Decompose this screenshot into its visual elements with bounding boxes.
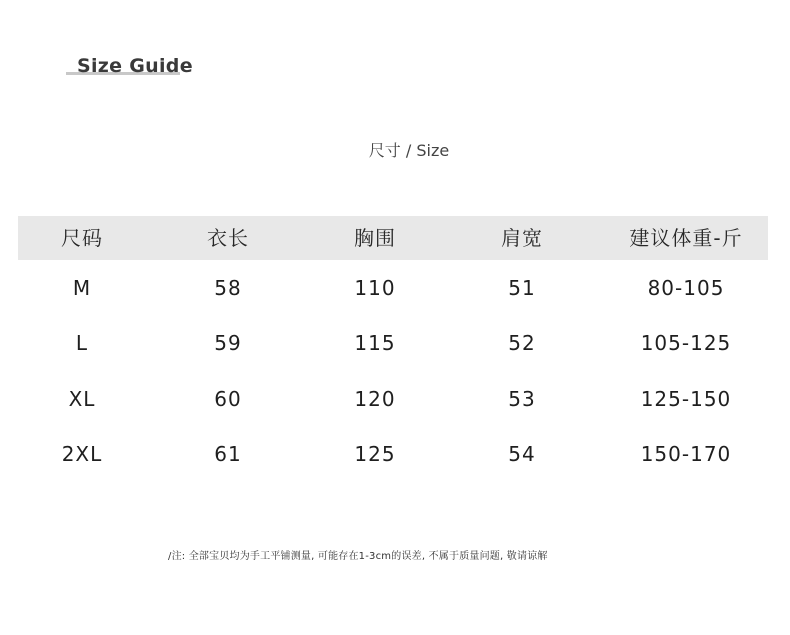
cell-size: XL bbox=[68, 386, 96, 411]
cell-size: 2XL bbox=[61, 442, 103, 467]
cell-length: 60 bbox=[214, 386, 242, 411]
column-header-size: 尺码 bbox=[61, 226, 103, 250]
table-row bbox=[18, 316, 768, 372]
page-title: Size Guide bbox=[77, 55, 193, 77]
table-row bbox=[18, 260, 768, 316]
cell-chest: 125 bbox=[354, 442, 396, 467]
table-header-row bbox=[18, 216, 768, 260]
column-header-length: 衣长 bbox=[207, 226, 249, 250]
cell-shoulder: 54 bbox=[508, 442, 536, 467]
cell-shoulder: 52 bbox=[508, 331, 536, 356]
table-row bbox=[18, 427, 768, 483]
column-header-chest: 胸围 bbox=[354, 226, 396, 250]
size-table bbox=[18, 216, 768, 482]
cell-weight: 150-170 bbox=[640, 442, 732, 467]
cell-chest: 115 bbox=[354, 331, 396, 356]
measurement-note: /注: 全部宝贝均为手工平铺测量, 可能存在1-3cm的误差, 不属于质量问题, 敬请谅解 bbox=[168, 551, 548, 562]
cell-weight: 80-105 bbox=[647, 275, 725, 300]
cell-size: M bbox=[72, 275, 92, 300]
cell-length: 58 bbox=[214, 275, 242, 300]
cell-weight: 125-150 bbox=[640, 386, 732, 411]
column-header-shoulder: 肩宽 bbox=[501, 226, 543, 250]
cell-length: 61 bbox=[214, 442, 242, 467]
cell-chest: 120 bbox=[354, 386, 396, 411]
cell-weight: 105-125 bbox=[640, 331, 732, 356]
table-row bbox=[18, 371, 768, 427]
column-header-weight: 建议体重-斤 bbox=[629, 226, 743, 250]
cell-shoulder: 51 bbox=[508, 275, 536, 300]
cell-size: L bbox=[75, 331, 89, 356]
cell-shoulder: 53 bbox=[508, 386, 536, 411]
cell-chest: 110 bbox=[354, 275, 396, 300]
section-title: 尺寸 / Size bbox=[368, 141, 450, 160]
cell-length: 59 bbox=[214, 331, 242, 356]
